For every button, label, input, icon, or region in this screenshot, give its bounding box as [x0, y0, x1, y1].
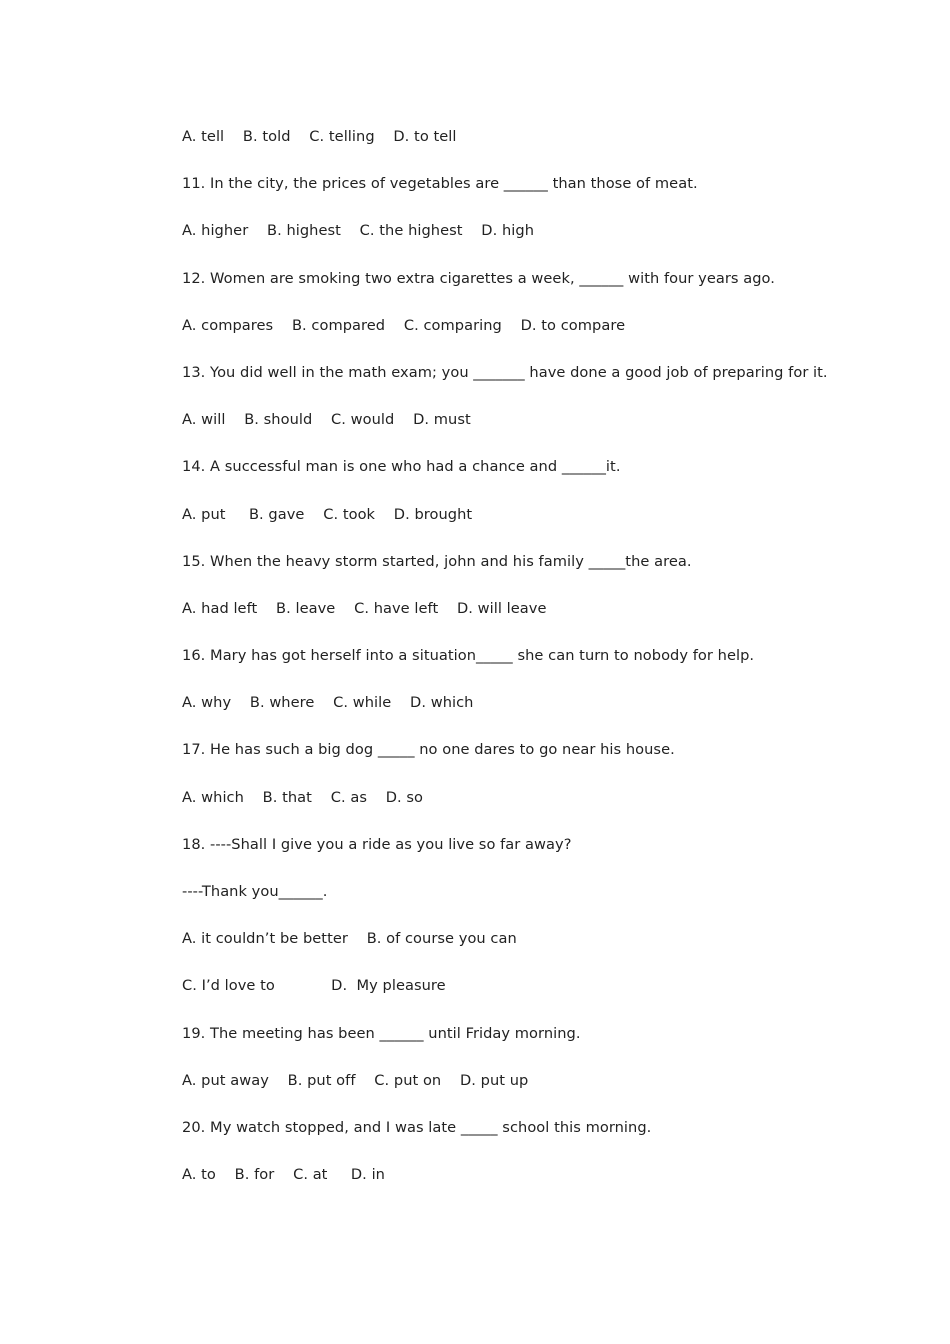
- options-11: A. higher B. highest C. the highest D. high: [182, 222, 534, 240]
- options-19: A. put away B. put off C. put on D. put up: [182, 1071, 529, 1089]
- question-17: 17. He has such a big dog _____ no one dares to go near his house.: [182, 741, 675, 759]
- exercise-text: [182, 126, 842, 1211]
- options-20: A. to B. for C. at D. in: [182, 1166, 385, 1184]
- options-17: A. which B. that C. as D. so: [182, 788, 424, 806]
- question-15: 15. When the heavy storm started, john and his family _____the area.: [182, 552, 692, 570]
- question-20: 20. My watch stopped, and I was late _____ school this morning.: [182, 1118, 652, 1136]
- options-18-c-d: C. I’d love to D. My pleasure: [182, 977, 446, 995]
- question-18: 18. ----Shall I give you a ride as you live so far away?: [182, 835, 572, 853]
- question-13: 13. You did well in the math exam; you _______ have done a good job of preparing for it.: [182, 363, 828, 381]
- options-15: A. had left B. leave C. have left D. will leave: [182, 599, 547, 617]
- options-12: A. compares B. compared C. comparing D. to compare: [182, 316, 626, 334]
- options-16: A. why B. where C. while D. which: [182, 694, 474, 712]
- question-14: 14. A successful man is one who had a chance and ______it.: [182, 458, 621, 476]
- question-18-reply: ----Thank you______.: [182, 883, 328, 900]
- options-13: A. will B. should C. would D. must: [182, 411, 471, 429]
- question-16: 16. Mary has got herself into a situation_____ she can turn to nobody for help.: [182, 647, 755, 665]
- options-line: A. tell B. told C. telling D. to tell: [182, 128, 457, 145]
- question-11: 11. In the city, the prices of vegetables are ______ than those of meat.: [182, 175, 698, 193]
- question-12: 12. Women are smoking two extra cigarettes a week, ______ with four years ago.: [182, 269, 775, 287]
- options-18-a-b: A. it couldn’t be better B. of course you can: [182, 930, 517, 948]
- options-14: A. put B. gave C. took D. brought: [182, 505, 473, 523]
- question-19: 19. The meeting has been ______ until Friday morning.: [182, 1024, 581, 1042]
